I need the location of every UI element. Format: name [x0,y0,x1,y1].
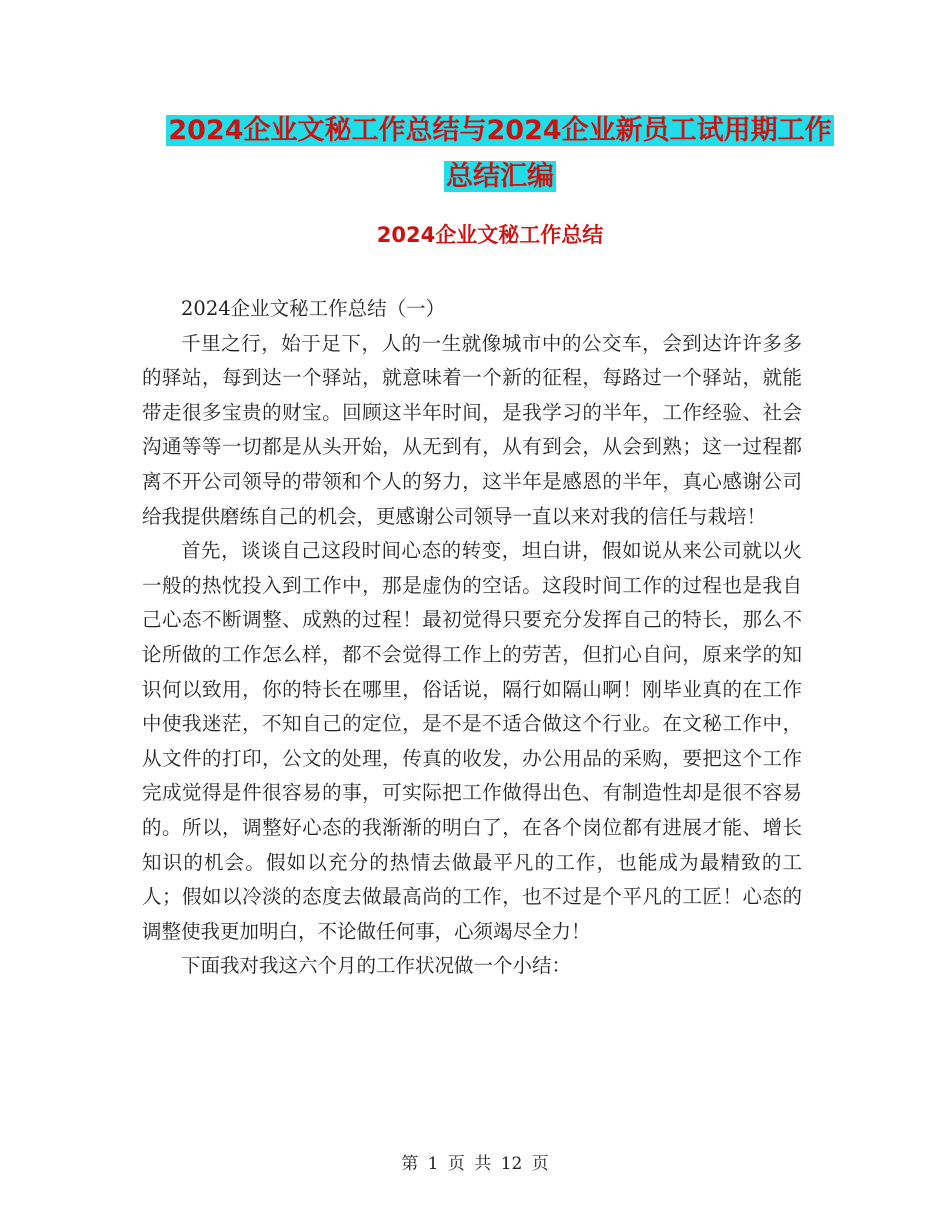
paragraph: 首先，谈谈自己这段时间心态的转变，坦白讲，假如说从来公司就以火一般的热忱投入到工作中，那是虚伪的空话。这段时间工作的过程也是我自己心态不断调整、成熟的过程！最初觉得只要充分发挥自己的特长，那么不论所做的工作怎么样，都不会觉得工作上的劳苦，但扪心自问，原来学的知识何以致用，你的特长在哪里，俗话说，隔行如隔山啊！刚毕业真的在工作中使我迷茫，不知自己的定位，是不是不适合做这个行业。在文秘工作中，从文件的打印，公文的处理，传真的收发，办公用品的采购，要把这个工作完成觉得是件很容易的事，可实际把工作做得出色、有制造性却是很不容易的。所以，调整好心态的我渐渐的明白了，在各个岗位都有进展才能、增长知识的机会。假如以充分的热情去做最平凡的工作，也能成为最精致的工人；假如以冷淡的态度去做最高尚的工作，也不过是个平凡的工匠！心态的调整使我更加明白，不论做任何事，心须竭尽全力！ [142,539,802,943]
paragraph: 千里之行，始于足下，人的一生就像城市中的公交车，会到达许许多多的驿站，每到达一个驿站，就意味着一个新的征程，每路过一个驿站，就能带走很多宝贵的财宝。回顾这半年时间，是我学习的半年，工作经验、社会沟通等等一切都是从头开始，从无到有，从有到会，从会到熟；这一过程都离不开公司领导的带领和个人的努力，这半年是感恩的半年，真心感谢公司给我提供磨练自己的机会，更感谢公司领导一直以来对我的信任与栽培！ [142,331,802,528]
document-title [140,108,860,200]
document-title-line2: 总结汇编 [446,161,554,192]
paragraph-subtitle: 2024企业文秘工作总结（一） [181,297,446,320]
paragraph: 下面我对我这六个月的工作状况做一个小结： [181,954,572,978]
section-title: 2024企业文秘工作总结 [376,223,604,247]
page-footer: 第 1 页 共 12 页 [401,1154,549,1174]
document-body [142,292,802,984]
document-title-line1: 2024企业文秘工作总结与2024企业新员工试用期工作 [168,115,832,146]
